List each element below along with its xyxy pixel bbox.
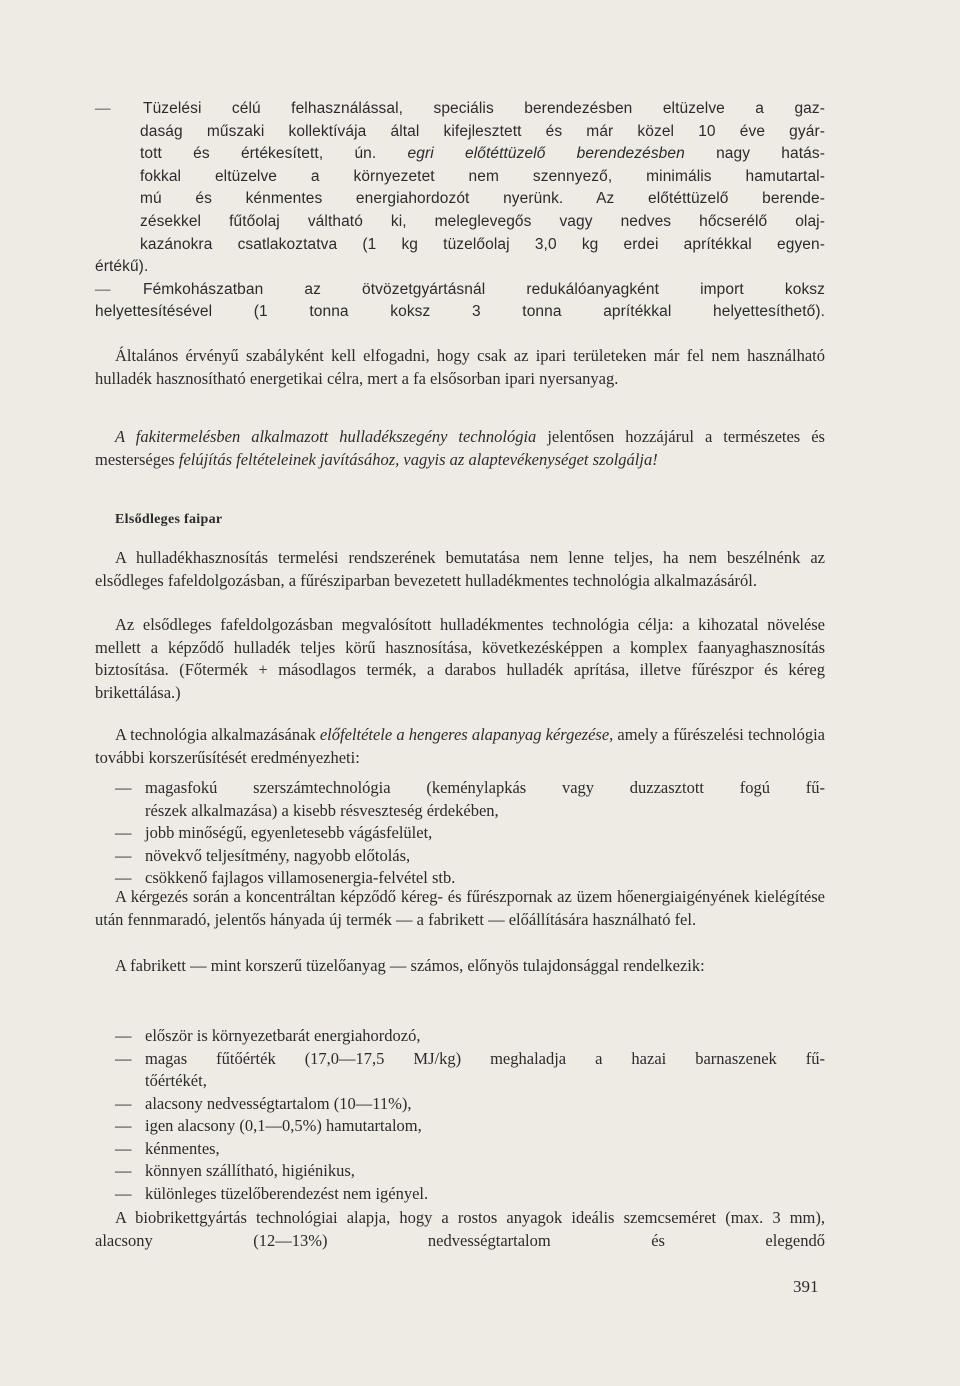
list	[115, 777, 825, 890]
text-span: jelentősen hozzájárul a természetes és mesterséges	[95, 427, 825, 469]
text-line: fokkal eltüzelve a környezetet nem szennyező, minimális hamutartal-	[140, 167, 825, 185]
text-line: kazánokra csatlakoztatva (1 kg tüzelőolaj 3,0 kg erdei aprítékkal egyen-	[140, 235, 825, 253]
list-item-text: jobb minőségű, egyenletesebb vágásfelület,	[145, 823, 433, 842]
list-dash: —	[115, 1138, 132, 1158]
list-item	[95, 279, 825, 302]
list-item	[115, 1048, 825, 1093]
list-item	[115, 1160, 825, 1183]
list-dash: —	[115, 823, 132, 842]
list-dash: —	[95, 280, 111, 298]
list-dash: —	[115, 868, 132, 887]
list-item-text: magas fűtőérték (17,0—17,5 MJ/kg) meghaladja a hazai barnaszenek fű-	[145, 1048, 825, 1068]
text-line	[140, 143, 825, 166]
italic-span: felújítás feltételeinek javításához, vagyis az alaptevékenységet szolgálja!	[178, 449, 658, 469]
list-dash: —	[115, 1161, 132, 1180]
page-number: 391	[793, 1277, 819, 1296]
paragraph-italic	[95, 426, 825, 471]
section-heading	[115, 512, 845, 528]
list-item-text	[143, 98, 825, 121]
properties-list	[115, 1025, 825, 1205]
benefits-list	[115, 777, 825, 890]
paragraph-text: Általános érvényű szabályként kell elfogadni, hogy csak az ipari területeken már fel nem használható hulladék hasznosítható energetikai célra, mert a fa elsősorban ipari nyersanyag.	[95, 346, 825, 388]
paragraph-text: Az elsődleges fafeldolgozásban megvalósított hulladékmentes technológia célja: a kihozatal növelése mellett a képződő hulladék teljes körű hasznosítása, következésképpen a komplex faanyaghasznosítás biztosítása. (Főtermék + másodlagos termék, a darabos hulladék aprítása, illetve fűrészpor és kéreg brikettálása.)	[95, 615, 825, 702]
italic-span: A fakitermelésben alkalmazott hulladékszegény technológia	[115, 427, 537, 446]
paragraph-text: A biobrikettgyártás technológiai alapja, hogy a rostos anyagok ideális szemcseméret (max. 3 mm), alacsony (12—13%) nedvességtartalom és elegendő	[95, 1208, 825, 1250]
list-item	[115, 1138, 825, 1161]
list-dash: —	[115, 1026, 132, 1045]
paragraph-text: A hulladékhasznosítás termelési rendszerének bemutatása nem lenne teljes, ha nem beszélnénk az elsődleges fafeldolgozásban, a fűrésziparban bevezetett hulladékmentes technológia alkalmazásáról.	[95, 548, 825, 590]
list-item-text: először is környezetbarát energiahordozó,	[145, 1026, 421, 1045]
list-dash: —	[115, 1183, 132, 1203]
text-line: Tüzelési célú felhasználással, speciális berendezésben eltüzelve a gaz-	[143, 100, 825, 117]
list-dash: —	[115, 1093, 132, 1113]
text-line: zésekkel fűtőolaj váltható ki, meleglevegős vagy nedves hőcserélő olaj-	[140, 212, 825, 230]
italic-span: előfeltétele a hengeres alapanyag kérgezése,	[319, 725, 614, 744]
list-item-text: tőértékét,	[145, 1071, 207, 1090]
list-item	[115, 1115, 825, 1138]
list-item-text: alacsony nedvességtartalom (10—11%),	[145, 1093, 412, 1113]
list-dash: —	[95, 100, 111, 117]
list-dash: —	[115, 845, 132, 865]
list-item	[95, 98, 825, 121]
list-item-text: igen alacsony (0,1—0,5%) hamutartalom,	[145, 1116, 422, 1135]
list-item-text: részek alkalmazása) a kisebb résveszteség érdekében,	[145, 800, 499, 820]
text-line: helyettesítésével (1 tonna koksz 3 tonna aprítékkal helyettesíthető).	[95, 303, 825, 321]
text-span: tott és értékesített, ún.	[140, 145, 377, 163]
paragraph-text: A fabrikett — mint korszerű tüzelőanyag — számos, előnyös tulajdonsággal rendelkezik:	[115, 956, 705, 975]
list-item	[115, 1093, 825, 1116]
list-item-text: különleges tüzelőberendezést nem igényel.	[145, 1183, 429, 1203]
paragraph-fabrikett	[95, 955, 825, 978]
top-list	[95, 98, 825, 324]
paragraph-text	[95, 426, 825, 471]
text-line: daság műszaki kollektívája által kifejlesztett és már közel 10 éve gyár-	[140, 122, 825, 140]
list-dash: —	[115, 1048, 132, 1068]
text-span: A technológia alkalmazásának	[115, 725, 320, 744]
text-span: nagy hatás-	[716, 145, 825, 163]
list-item	[115, 822, 825, 845]
text-line: mú és kénmentes energiahordozót nyerünk. Az előtéttüzelő berende-	[140, 190, 825, 208]
paragraph-goal	[95, 614, 825, 704]
text-line: értékű).	[95, 258, 149, 276]
list-item-text: kénmentes,	[145, 1138, 220, 1158]
list-item-text: magasfokú szerszámtechnológia (keménylapkás vagy duzzasztott fogú fű-	[145, 778, 825, 797]
list-dash: —	[115, 1116, 132, 1135]
paragraph-text: A kérgezés során a koncentráltan képződő kéreg- és fűrészpornak az üzem hőenergiaigényének kielégítése után fennmaradó, jelentős hányada új termék — a fabrikett — előállítására használható fel.	[95, 887, 825, 929]
paragraph-intro	[95, 547, 825, 592]
text-line: Fémkohászatban az ötvözetgyártásnál redukálóanyagként import koksz	[143, 280, 825, 298]
text-span: amely a fűrészelési technológia további korszerűsítését eredményezheti:	[95, 725, 825, 767]
list-item-text: növekvő teljesítmény, nagyobb előtolás,	[145, 845, 411, 865]
list	[115, 1025, 825, 1205]
list-item	[115, 1183, 825, 1206]
list-item	[115, 845, 825, 868]
italic-span: egri előtéttüzelő berendezésben	[407, 145, 685, 163]
list-item	[115, 777, 825, 822]
list-dash: —	[115, 778, 132, 797]
paragraph-biobrikett	[95, 1207, 825, 1252]
paragraph-precondition	[95, 724, 825, 769]
paragraph-text	[95, 724, 825, 769]
list-item	[115, 1025, 825, 1048]
paragraph-general	[95, 345, 825, 390]
list-item-text: csökkenő fajlagos villamosenergia-felvétel stb.	[145, 868, 456, 887]
paragraph-bark	[95, 886, 825, 931]
list-item-text: könnyen szállítható, higiénikus,	[145, 1161, 355, 1180]
heading-text: Elsődleges faipar	[115, 512, 223, 527]
